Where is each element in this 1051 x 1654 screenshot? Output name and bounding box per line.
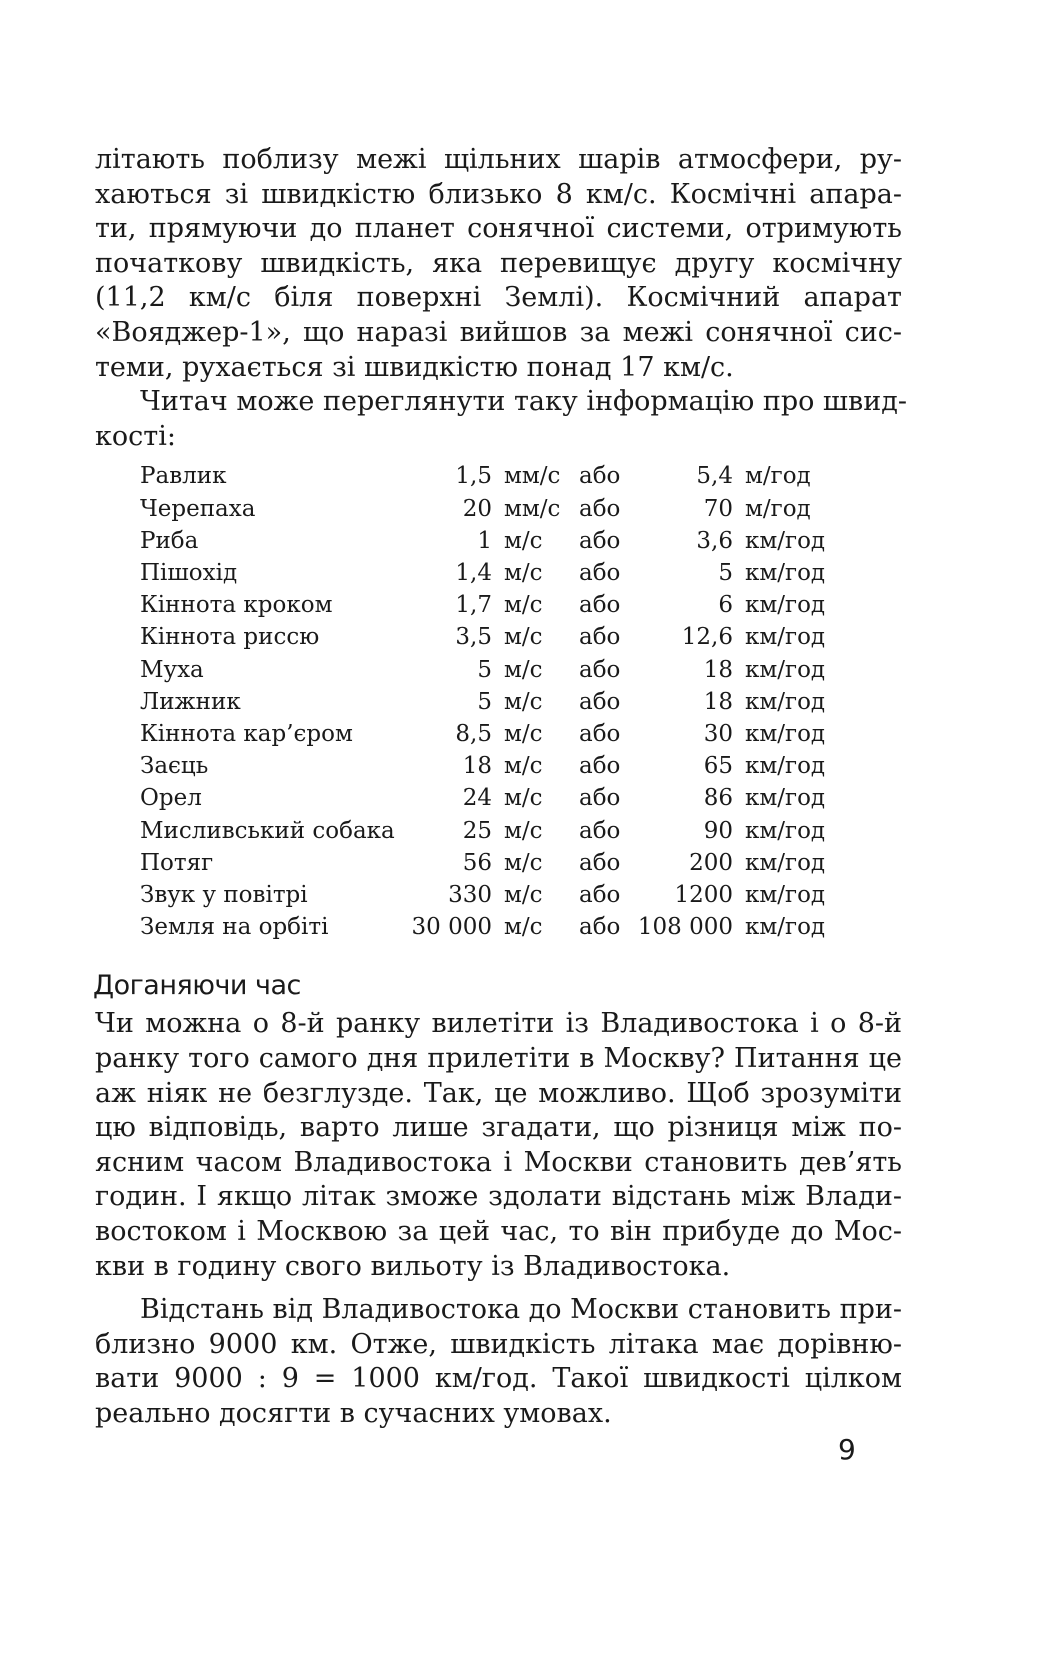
text-line: (11,2 км/с біля поверхні Землі). Космічний апарат <box>95 282 902 314</box>
speed-value-hourly: 18 <box>703 688 733 715</box>
speed-or: або <box>579 624 621 651</box>
speed-unit-metric: м/с <box>504 914 543 941</box>
speed-value-hourly: 5,4 <box>696 463 733 490</box>
speed-unit-metric: мм/с <box>504 495 561 522</box>
text-line: кви в годину свого вильоту із Владивостока. <box>95 1250 731 1282</box>
speed-unit-hourly: м/год <box>745 495 811 522</box>
speed-value-hourly: 6 <box>718 592 733 619</box>
speed-unit-metric: м/с <box>504 559 543 586</box>
table-row <box>140 621 845 653</box>
section-paragraph <box>95 1007 902 1284</box>
speed-or: або <box>579 463 621 490</box>
speed-value-metric: 25 <box>462 817 492 844</box>
speed-unit-metric: мм/с <box>504 463 561 490</box>
text-line: реально досягти в сучасних умовах. <box>95 1397 612 1429</box>
table-row <box>140 750 845 782</box>
speed-value-metric: 1,5 <box>455 463 492 490</box>
speed-value-hourly: 18 <box>703 656 733 683</box>
speed-unit-hourly: км/год <box>745 592 826 619</box>
text-line: кості: <box>95 420 176 452</box>
speed-or: або <box>579 527 621 554</box>
speed-name: Равлик <box>140 463 227 490</box>
speed-name: Пішохід <box>140 559 238 586</box>
text-line: аж ніяк не безглузде. Так, це можливо. Щоб зрозуміти <box>95 1077 902 1109</box>
intro-paragraph <box>95 143 902 385</box>
speed-unit-hourly: км/год <box>745 914 826 941</box>
speed-unit-metric: м/с <box>504 527 543 554</box>
speed-name: Звук у повітрі <box>140 881 308 908</box>
text-line: хаються зі швидкістю близько 8 км/с. Космічні апара- <box>95 178 902 210</box>
speed-value-hourly: 3,6 <box>696 527 733 554</box>
speed-name: Кіннота риссю <box>140 624 320 651</box>
speed-or: або <box>579 849 621 876</box>
speed-unit-hourly: м/год <box>745 463 811 490</box>
text-line: Читач може переглянути таку інформацію про швид- <box>140 386 907 418</box>
speed-unit-hourly: км/год <box>745 881 826 908</box>
speed-value-hourly: 108 000 <box>637 914 733 941</box>
text-line: «Вояджер-1», що наразі вийшов за межі сонячної сис- <box>95 316 902 348</box>
table-row <box>140 557 845 589</box>
speed-name: Мисливський собака <box>140 817 395 844</box>
text-line: цю відповідь, варто лише згадати, що різниця між по- <box>95 1112 902 1144</box>
speed-value-hourly: 90 <box>703 817 733 844</box>
speed-name: Потяг <box>140 849 214 876</box>
speed-unit-metric: м/с <box>504 849 543 876</box>
speed-or: або <box>579 592 621 619</box>
speed-name: Орел <box>140 785 202 812</box>
speed-value-metric: 56 <box>462 849 492 876</box>
speed-table-body <box>140 460 845 943</box>
speed-value-metric: 18 <box>462 753 492 780</box>
speed-name: Кіннота кроком <box>140 592 333 619</box>
speed-value-metric: 5 <box>477 656 492 683</box>
speed-value-hourly: 70 <box>703 495 733 522</box>
speed-unit-metric: м/с <box>504 785 543 812</box>
table-row <box>140 879 845 911</box>
text-line: початкову швидкість, яка перевищує другу космічну <box>95 247 902 279</box>
speed-unit-hourly: км/год <box>745 785 826 812</box>
speed-value-metric: 1,4 <box>455 559 492 586</box>
page-number: 9 <box>838 1433 856 1466</box>
table-row <box>140 493 845 525</box>
text-line: літають поблизу межі щільних шарів атмосфери, ру- <box>95 144 902 175</box>
table-row <box>140 589 845 621</box>
text-line: Чи можна о 8-й ранку вилетіти із Владивостока і о 8-й <box>95 1008 902 1040</box>
speed-or: або <box>579 914 621 941</box>
speed-value-hourly: 12,6 <box>681 624 733 651</box>
speed-value-hourly: 200 <box>689 849 733 876</box>
speed-name: Риба <box>140 527 199 554</box>
section-heading: Доганяючи час <box>93 970 301 1002</box>
table-row <box>140 460 845 492</box>
speed-value-metric: 1 <box>477 527 492 554</box>
speed-unit-metric: м/с <box>504 881 543 908</box>
speed-or: або <box>579 559 621 586</box>
speed-unit-metric: м/с <box>504 592 543 619</box>
reader-paragraph <box>95 385 907 454</box>
speed-name: Лижник <box>140 688 241 715</box>
table-row <box>140 654 845 686</box>
speed-unit-hourly: км/год <box>745 624 826 651</box>
text-line: теми, рухається зі швидкістю понад 17 км/с. <box>95 351 734 383</box>
speed-unit-hourly: км/год <box>745 720 826 747</box>
text-line: вати 9000 : 9 = 1000 км/год. Такої швидкості цілком <box>95 1363 902 1395</box>
speed-unit-metric: м/с <box>504 656 543 683</box>
text-line: Відстань від Владивостока до Москви становить при- <box>140 1294 902 1326</box>
table-row <box>140 686 845 718</box>
table-row <box>140 815 845 847</box>
text-line: годин. І якщо літак зможе здолати відстань між Влади- <box>95 1181 902 1213</box>
speed-unit-hourly: км/год <box>745 527 826 554</box>
speed-value-metric: 8,5 <box>455 720 492 747</box>
speed-value-hourly: 30 <box>703 720 733 747</box>
speed-value-hourly: 86 <box>703 785 733 812</box>
text-line: близно 9000 км. Отже, швидкість літака має дорівню- <box>95 1328 902 1360</box>
speed-unit-metric: м/с <box>504 624 543 651</box>
speed-unit-metric: м/с <box>504 688 543 715</box>
speed-or: або <box>579 656 621 683</box>
speed-value-hourly: 1200 <box>674 881 733 908</box>
speed-unit-metric: м/с <box>504 720 543 747</box>
table-row <box>140 525 845 557</box>
table-row <box>140 911 845 943</box>
speed-or: або <box>579 720 621 747</box>
speed-name: Заєць <box>140 753 209 780</box>
speed-unit-hourly: км/год <box>745 688 826 715</box>
text-line: востоком і Москвою за цей час, то він прибуде до Мос- <box>95 1215 902 1247</box>
speed-unit-hourly: км/год <box>745 753 826 780</box>
speed-value-metric: 20 <box>462 495 492 522</box>
speed-or: або <box>579 753 621 780</box>
page-content <box>93 143 907 1432</box>
table-row <box>140 718 845 750</box>
speed-unit-hourly: км/год <box>745 559 826 586</box>
speed-table <box>140 460 845 943</box>
speed-value-hourly: 65 <box>703 753 733 780</box>
speed-unit-metric: м/с <box>504 753 543 780</box>
speed-unit-metric: м/с <box>504 817 543 844</box>
text-line: ти, прямуючи до планет сонячної системи, отримують <box>95 213 902 245</box>
speed-or: або <box>579 817 621 844</box>
speed-value-hourly: 5 <box>718 559 733 586</box>
speed-unit-hourly: км/год <box>745 817 826 844</box>
speed-name: Муха <box>140 656 204 683</box>
speed-value-metric: 30 000 <box>411 914 492 941</box>
speed-value-metric: 5 <box>477 688 492 715</box>
speed-name: Земля на орбіті <box>140 914 329 941</box>
table-row <box>140 847 845 879</box>
speed-unit-hourly: км/год <box>745 656 826 683</box>
speed-unit-hourly: км/год <box>745 849 826 876</box>
speed-value-metric: 330 <box>448 881 492 908</box>
speed-or: або <box>579 688 621 715</box>
speed-value-metric: 24 <box>462 785 492 812</box>
text-line: ранку того самого дня прилетіти в Москву? Питання це <box>95 1042 902 1074</box>
speed-name: Черепаха <box>140 495 256 522</box>
distance-paragraph <box>95 1293 902 1431</box>
speed-value-metric: 1,7 <box>455 592 492 619</box>
speed-value-metric: 3,5 <box>455 624 492 651</box>
table-row <box>140 782 845 814</box>
speed-table-wrapper <box>140 460 902 943</box>
speed-name: Кіннота кар’єром <box>140 720 353 747</box>
speed-or: або <box>579 495 621 522</box>
speed-or: або <box>579 881 621 908</box>
speed-or: або <box>579 785 621 812</box>
text-line: ясним часом Владивостока і Москви становить дев’ять <box>95 1146 902 1178</box>
